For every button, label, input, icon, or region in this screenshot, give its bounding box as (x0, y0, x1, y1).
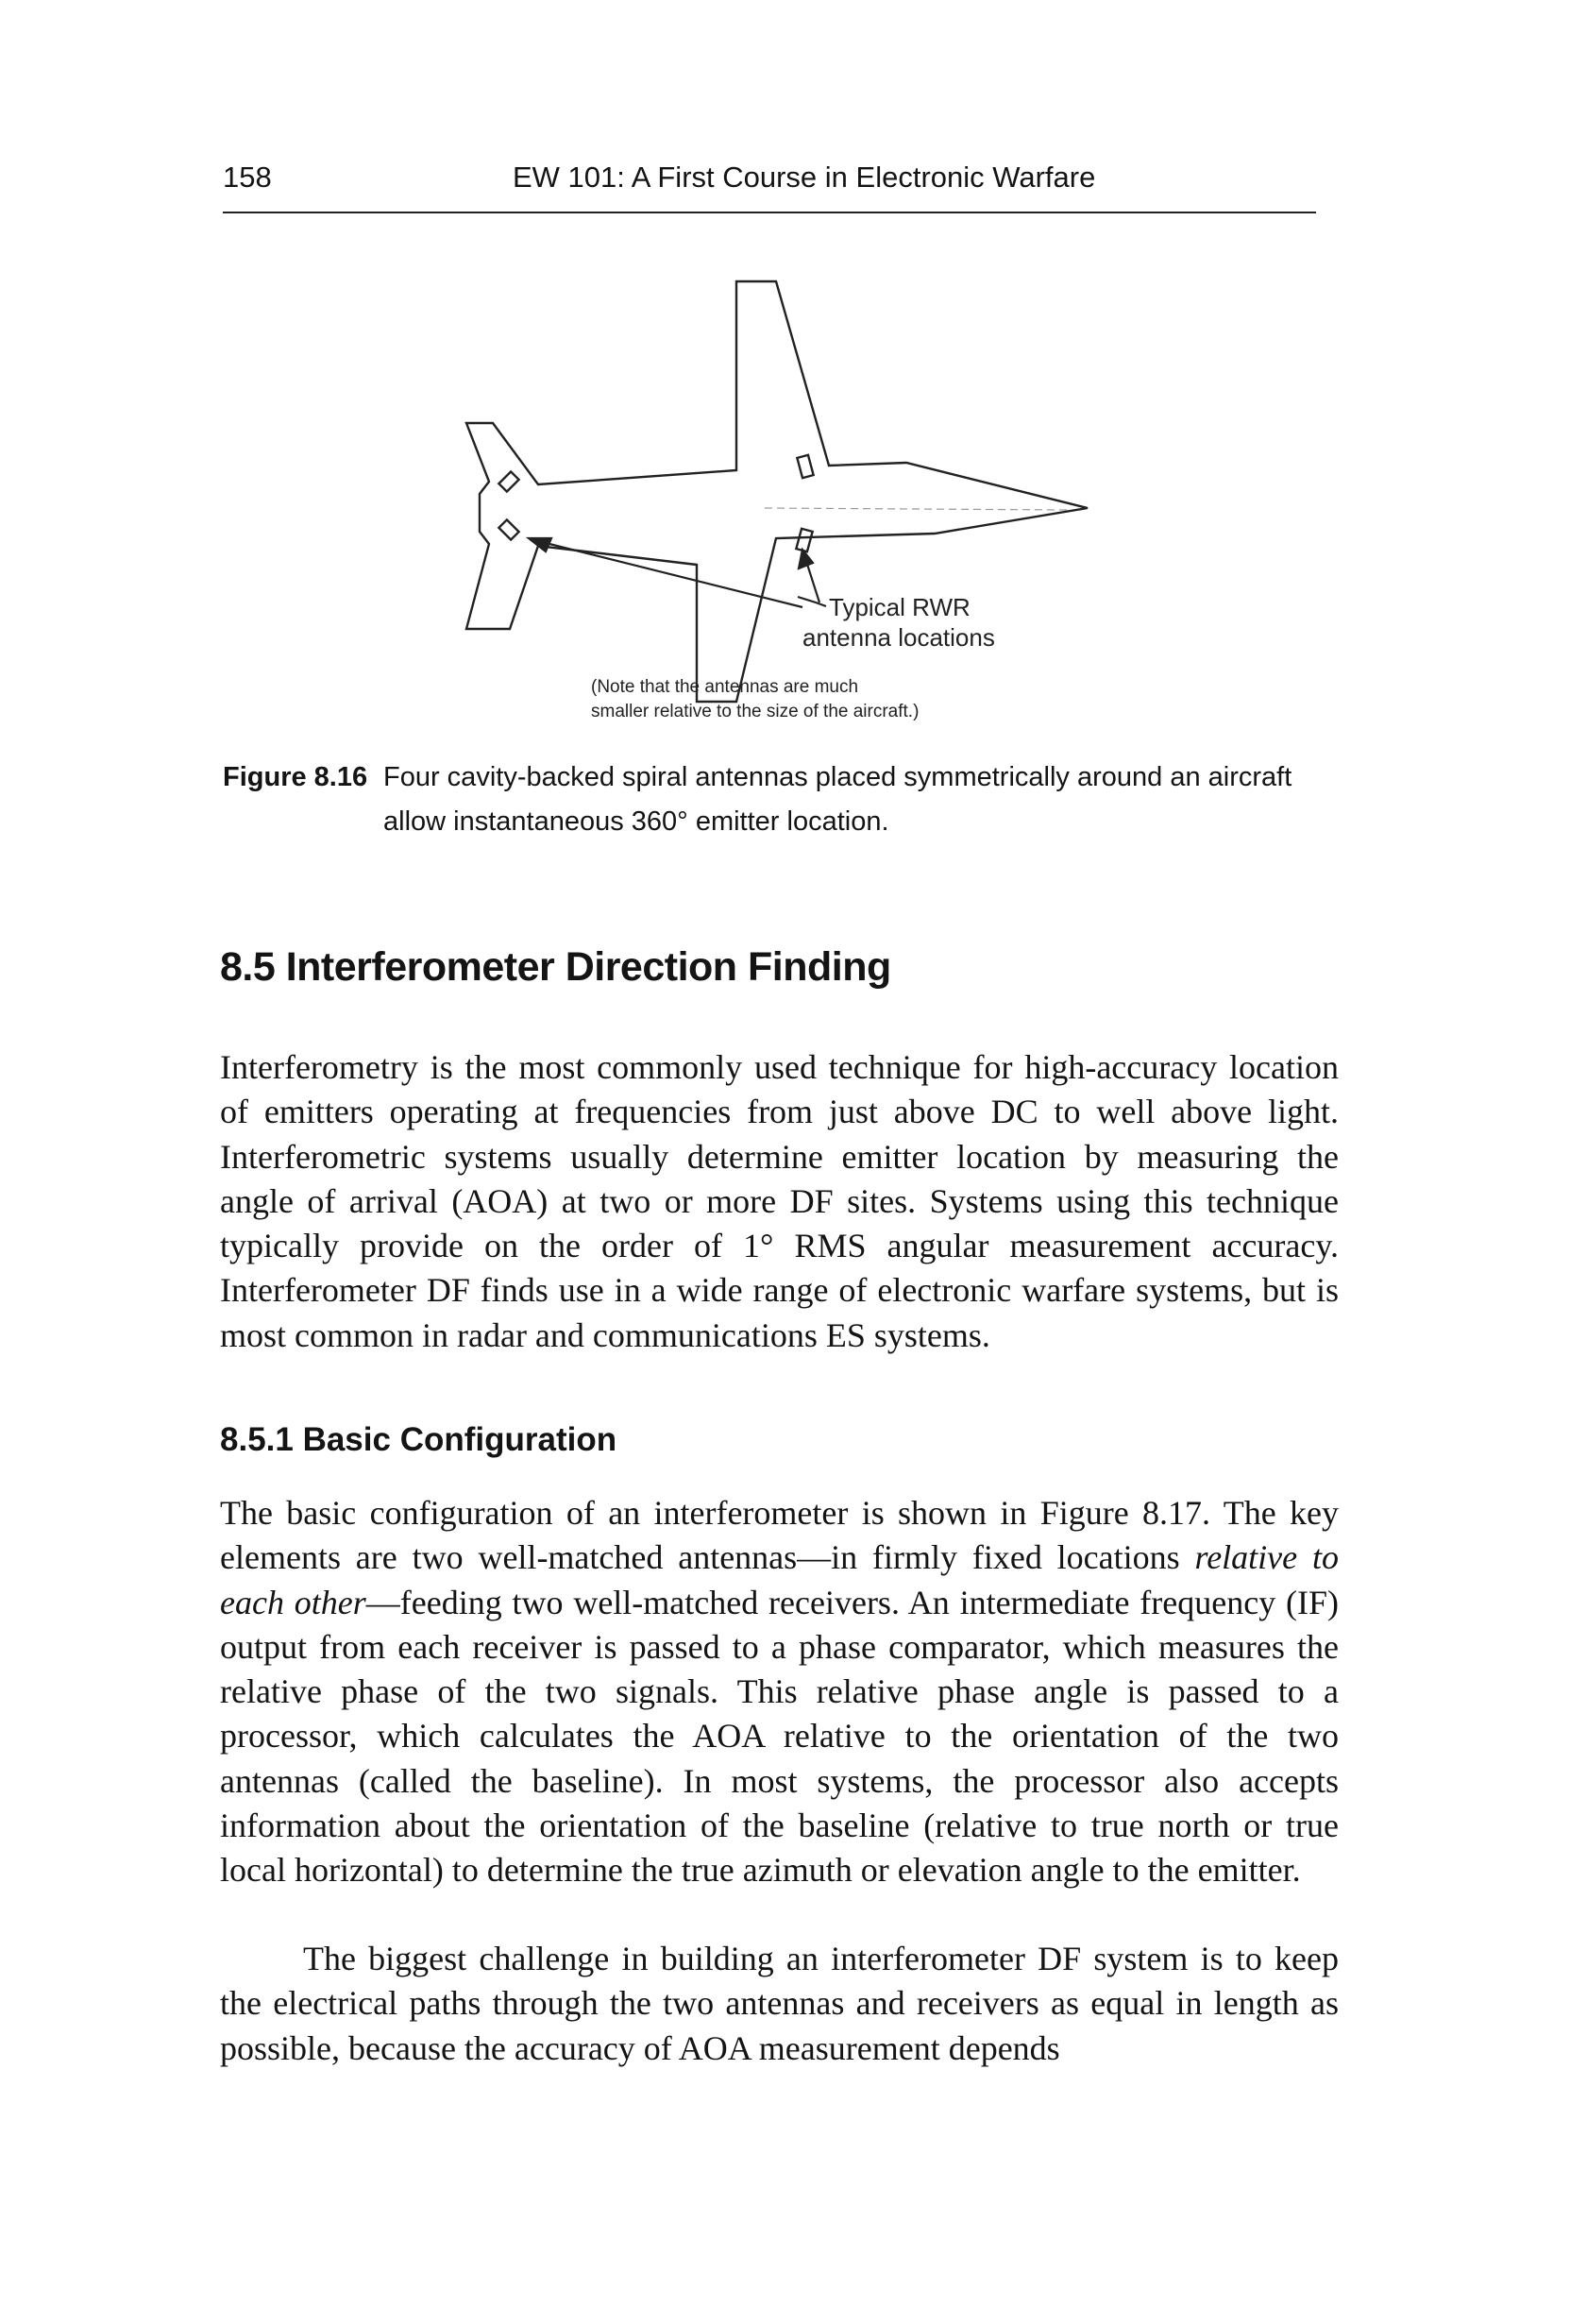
page-number: 158 (223, 161, 272, 194)
arrow-head-left (529, 538, 551, 551)
running-title: EW 101: A First Course in Electronic Warfare (513, 161, 1096, 194)
callout-label-1: Typical RWR (829, 593, 971, 621)
subsection-heading: 8.5.1 Basic Configuration (220, 1421, 617, 1458)
rwr-antenna-upper-left (498, 471, 518, 491)
callout-label-2: antenna locations (802, 623, 995, 652)
figure-number: Figure 8.16 (223, 762, 368, 792)
section-heading: 8.5 Interferometer Direction Finding (220, 944, 891, 990)
callout-leader (798, 597, 826, 606)
figure-caption (223, 755, 1337, 844)
figure-note-2: smaller relative to the size of the aircraft.) (591, 702, 920, 721)
figure-caption-text: Four cavity-backed spiral antennas placed symmetrically around an aircraft allow instantaneous 360° emitter location. (383, 762, 1292, 837)
aircraft-antenna-diagram (444, 272, 1105, 744)
italic-phrase: relative to each other (220, 1538, 1339, 1621)
aircraft-centerline (765, 508, 1067, 510)
paragraph-text-before-italic: The basic configuration of an interferometer is shown in Figure 8.17. The key elements are two well-matched antennas—in firmly fixed locations (220, 1494, 1339, 1577)
subsection-paragraph-1 (220, 1491, 1339, 1893)
subsection-paragraph-2: The biggest challenge in building an interferometer DF system is to keep the electrical paths through the two antennas and receivers as equal in length as possible, because the accuracy of AOA measurement depends (220, 1940, 1339, 2067)
paragraph-text-after-italic: —feeding two well-matched receivers. An intermediate frequency (IF) output from each receiver is passed to a phase comparator, which measures the relative phase of the two signals. This relative phase angle is passed to a processor, which calculates the AOA relative to the orientation of the two antennas (called the baseline). In most systems, the processor also accepts information about the orientation of the baseline (relative to true north or true local horizontal) to determine the true azimuth or elevation angle to the emitter. (220, 1583, 1339, 1890)
callout-arrow-left (531, 539, 802, 607)
rwr-antenna-lower-right (796, 529, 812, 551)
rwr-antenna-upper-right (797, 455, 813, 478)
figure-note-1: (Note that the antennas are much (591, 677, 859, 697)
arrow-head-right (799, 550, 813, 568)
figure-8-16 (444, 272, 1105, 744)
page-header (223, 159, 1316, 213)
rwr-antenna-lower-left (498, 519, 518, 539)
section-paragraph-1: Interferometry is the most commonly used technique for high-accuracy location of emitters operating at frequencies from just above DC to well above light. Interferometric systems usually determine emitter location by measuring the angle of arrival (AOA) at two or more DF sites. Systems using this technique typically provide on the order of 1° RMS angular measurement accuracy. Interferometer DF finds use in a wide range of electronic warfare systems, but is most common in radar and communications ES systems. (220, 1048, 1339, 1354)
